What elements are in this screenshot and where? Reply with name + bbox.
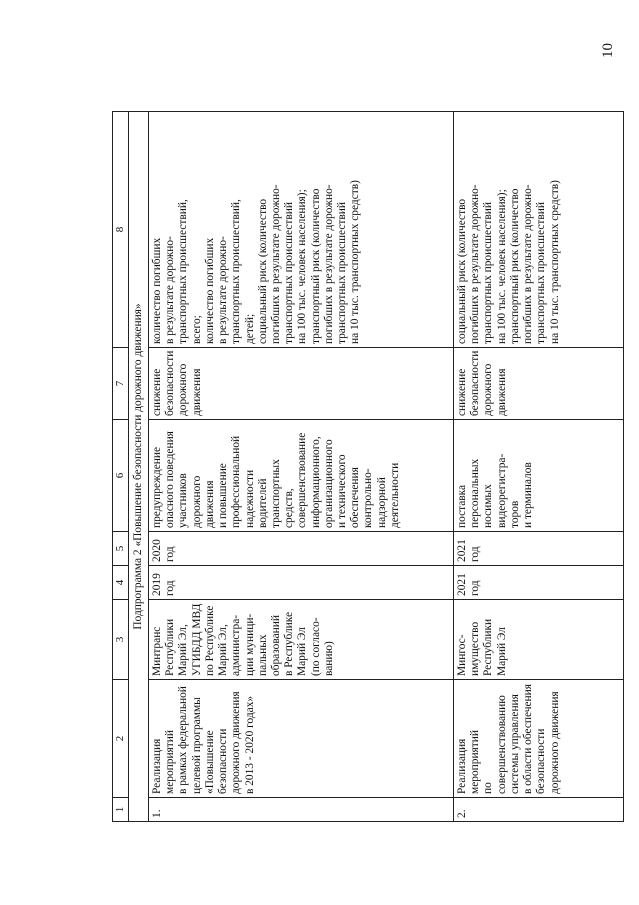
col-header-1: 1	[113, 798, 129, 822]
start-year: 2019 год	[148, 566, 453, 600]
expected-result: предупреждение опасного поведения участников дорожного движения и повышение профессиональной надежности водителей транспортных средств, совершенствование информационного, организационного и технического обеспечения контрольно- надзорной деятельности	[148, 420, 453, 532]
col-header-8: 8	[113, 112, 129, 348]
col-header-4: 4	[113, 566, 129, 600]
header-row	[113, 112, 129, 822]
page-number: 10	[600, 43, 616, 58]
row-number: 1.	[148, 798, 453, 822]
col-header-5: 5	[113, 532, 129, 566]
end-year: 2021 год	[453, 532, 623, 566]
start-year: 2021 год	[453, 566, 623, 600]
indicators: социальный риск (количество погибших в результате дорожно- транспортных происшествий на 100 тыс. человек населения); транспортный риск (количество погибших в результате дорожно- транспортных происшествий на 10 тыс. транспортных средств)	[453, 112, 623, 348]
col-header-3: 3	[113, 600, 129, 680]
effect: снижение безопасности дорожного движения	[148, 348, 453, 420]
expected-result: поставка персональных носимых видеорегистра- торов и терминалов	[453, 420, 623, 532]
measure-name: Реализация мероприятий в рамках федеральной целевой программы «Повышение безопасности дорожного движения в 2013 - 2020 годах»	[148, 680, 453, 798]
table-row	[453, 112, 623, 822]
col-header-6: 6	[113, 420, 129, 532]
executor: Мингос- имущество Республики Марий Эл	[453, 600, 623, 680]
table-row	[148, 112, 453, 822]
subprogram-title: Подпрограмма 2 «Повышение безопасности дорожного движения»	[128, 112, 148, 822]
measures-table	[112, 111, 624, 822]
col-header-7: 7	[113, 348, 129, 420]
executor: Минтранс Республики Марий Эл, УГИБДД МВД по Республике Марий Эл, администра- ции муници- пальных образований в Республике Марий Эл (по согласо- ванию)	[148, 600, 453, 680]
rotated-table-wrapper	[112, 112, 617, 822]
measure-name: Реализация мероприятий по совершенствованию системы управления в области обеспечения безопасности дорожного движения	[453, 680, 623, 798]
effect: снижение безопасности дорожного движения	[453, 348, 623, 420]
subprogram-row	[128, 112, 148, 822]
row-number: 2.	[453, 798, 623, 822]
col-header-2: 2	[113, 680, 129, 798]
indicators: количество погибших в результате дорожно- транспортных происшествий, всего; количество погибших в результате дорожно- транспортных происшествий, детей; социальный риск (количество погибших в результате дорожно- транспортных происшествий на 100 тыс. человек населения); транспортный риск (количество погибших в результате дорожно- транспортных происшествий на 10 тыс. транспортных средств)	[148, 112, 453, 348]
end-year: 2020 год	[148, 532, 453, 566]
